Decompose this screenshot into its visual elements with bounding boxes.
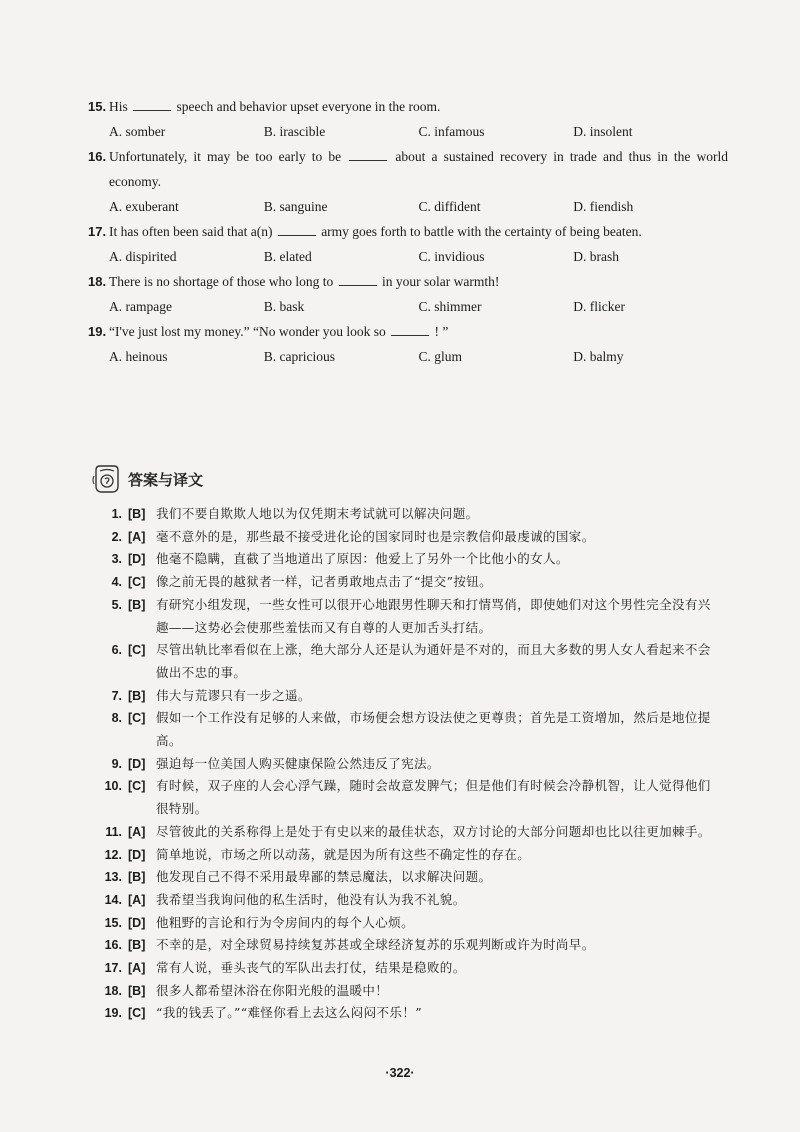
answer-key: [C]	[128, 779, 146, 794]
question-list	[88, 94, 728, 369]
answer-item	[100, 548, 720, 571]
question-item	[88, 319, 728, 369]
stem-text-after: in your solar warmth!	[381, 274, 500, 289]
answer-number: 5.	[111, 597, 122, 612]
answer-translation: 常有人说，垂头丧气的军队出去打仗，结果是稳败的。	[156, 960, 466, 976]
option: C. glum	[418, 349, 463, 364]
answer-key: [B]	[128, 870, 146, 885]
option-row	[88, 244, 728, 269]
option: C. shimmer	[418, 299, 482, 314]
option: B. elated	[263, 249, 312, 264]
answer-key: [B]	[128, 597, 146, 612]
answer-key: [B]	[128, 983, 146, 998]
option-row	[88, 119, 728, 144]
answer-translation: 尽管出轨比率看似在上涨，绝大部分人还是认为通奸是不对的，而且大多数的男人女人看起来不会做出不忠的事。	[156, 642, 711, 680]
stem-text-after: ! ”	[434, 324, 449, 339]
option: B. irascible	[263, 124, 326, 139]
answer-blank	[391, 323, 429, 336]
option: A. heinous	[109, 349, 168, 364]
answer-item	[100, 594, 720, 639]
answer-number: 15.	[104, 915, 122, 930]
option-row	[88, 194, 728, 219]
question-item	[88, 94, 728, 144]
answer-item	[100, 503, 720, 526]
answer-item	[100, 934, 720, 957]
answer-item	[100, 1002, 720, 1025]
question-item	[88, 269, 728, 319]
answer-number: 18.	[104, 983, 122, 998]
answer-number: 1.	[111, 507, 122, 521]
answer-key: [A]	[128, 824, 146, 839]
page-number: ·322·	[385, 1066, 415, 1080]
option: B. sanguine	[263, 199, 328, 214]
option: A. somber	[109, 124, 166, 139]
answer-key: [D]	[128, 915, 146, 930]
answer-item	[100, 775, 720, 820]
question-number: 16.	[88, 149, 107, 164]
option: C. diffident	[418, 199, 481, 214]
answer-number: 10.	[104, 779, 122, 794]
answer-number: 2.	[111, 529, 122, 544]
answer-key: [D]	[128, 847, 146, 862]
answer-item	[100, 707, 720, 752]
option: C. invidious	[418, 249, 485, 264]
answer-translation: 他毫不隐瞒，直截了当地道出了原因：他爱上了另外一个比他小的女人。	[156, 551, 569, 567]
answer-translation: 假如一个工作没有足够的人来做，市场便会想方设法使之更尊贵；首先是工资增加，然后是地位提高。	[156, 710, 711, 749]
answer-item	[100, 889, 720, 912]
option: C. infamous	[418, 124, 485, 139]
question-stem	[88, 94, 728, 119]
option: B. capricious	[263, 349, 335, 364]
stem-text-after: speech and behavior upset everyone in the room.	[176, 99, 441, 114]
answer-key: [C]	[128, 1006, 146, 1021]
answer-key: [A]	[128, 529, 146, 544]
answer-number: 16.	[104, 938, 122, 953]
stem-text-before: Unfortunately, it may be too early to be	[109, 149, 342, 164]
answer-translation: 我希望当我询问他的私生活时，他没有认为我不礼貌。	[156, 891, 466, 907]
answer-translation: 像之前无畏的越狱者一样，记者勇敢地点击了“提交”按钮。	[156, 574, 493, 590]
answer-blank	[278, 223, 316, 236]
answer-item	[100, 526, 720, 549]
answer-item	[100, 639, 720, 684]
answer-item	[100, 957, 720, 980]
stem-text-before: His	[109, 99, 128, 114]
answer-blank	[339, 273, 377, 286]
answer-item	[100, 866, 720, 889]
answer-translation: 简单地说，市场之所以动荡，就是因为所有这些不确定性的存在。	[156, 846, 531, 862]
answer-list	[100, 503, 720, 1025]
option: D. brash	[573, 249, 619, 264]
answer-key: [C]	[128, 643, 146, 658]
question-number: 18.	[88, 274, 107, 289]
answer-key: [A]	[128, 961, 146, 976]
answer-translation: 毫不意外的是，那些最不接受进化论的国家同时也是宗教信仰最虔诚的国家。	[156, 528, 595, 544]
answer-number: 12.	[104, 847, 122, 862]
answer-number: 17.	[104, 961, 122, 976]
answer-number: 3.	[111, 552, 122, 567]
answer-translation: 我们不要自欺欺人地以为仅凭期末考试就可以解决问题。	[156, 506, 479, 521]
option: D. fiendish	[573, 199, 634, 214]
question-stem	[88, 219, 728, 244]
answer-number: 11.	[105, 824, 122, 839]
answer-key: [D]	[128, 756, 146, 771]
option: A. rampage	[109, 299, 172, 314]
answer-item	[100, 912, 720, 935]
answer-translation: 他粗野的言论和行为令房间内的每个人心烦。	[156, 914, 415, 930]
answer-item	[100, 821, 720, 844]
question-number: 17.	[88, 224, 107, 239]
answer-translation: 很多人都希望沐浴在你阳光般的温暖中！	[156, 982, 389, 998]
answer-number: 4.	[111, 575, 122, 590]
answer-number: 14.	[104, 892, 122, 907]
answer-item	[100, 571, 720, 594]
answer-translation: 强迫每一位美国人购买健康保险公然违反了宪法。	[156, 755, 440, 771]
answer-translation: 有时候，双子座的人会心浮气躁，随时会故意发脾气；但是他们有时候会冷静机智，让人觉得他们很特别。	[156, 778, 711, 817]
answer-item	[100, 685, 720, 708]
answer-key: [D]	[128, 552, 146, 567]
question-number: 15.	[88, 99, 107, 114]
option: B. bask	[263, 299, 305, 314]
option-row	[88, 344, 728, 369]
answer-translation: “我的钱丢了。”“难怪你看上去这么闷闷不乐！”	[156, 1005, 423, 1021]
answer-key: [B]	[128, 507, 146, 521]
answer-key: [C]	[128, 711, 146, 726]
question-item	[88, 219, 728, 269]
answer-translation: 尽管彼此的关系称得上是处于有史以来的最佳状态，双方讨论的大部分问题却也比以往更加棘手。	[156, 823, 711, 839]
answers-heading	[90, 462, 203, 496]
answer-translation: 伟大与荒谬只有一步之遥。	[156, 687, 311, 703]
answer-key: [B]	[128, 938, 146, 953]
option: D. balmy	[573, 349, 624, 364]
option-row	[88, 294, 728, 319]
answer-number: 19.	[104, 1006, 122, 1021]
answer-number: 8.	[111, 711, 122, 726]
answer-badge-icon	[90, 462, 124, 496]
answer-number: 7.	[111, 688, 122, 703]
answer-item	[100, 844, 720, 867]
stem-text-after: about a sustained recovery in trade and thus in the world economy.	[109, 149, 729, 189]
answer-blank	[133, 98, 171, 111]
answer-key: [B]	[128, 688, 146, 703]
answer-number: 9.	[111, 756, 122, 771]
answer-blank	[349, 148, 387, 161]
question-number: 19.	[88, 324, 107, 339]
stem-text-before: It has often been said that a(n)	[109, 224, 273, 239]
answer-number: 6.	[111, 643, 122, 658]
option: A. dispirited	[109, 249, 177, 264]
answer-item	[100, 753, 720, 776]
question-stem	[88, 144, 728, 194]
question-stem	[88, 319, 728, 344]
stem-text-before: “I've just lost my money.” “No wonder you look so	[109, 324, 386, 339]
stem-text-after: army goes forth to battle with the certainty of being beaten.	[321, 224, 642, 239]
answer-item	[100, 980, 720, 1003]
option: A. exuberant	[109, 199, 179, 214]
option: D. flicker	[573, 299, 625, 314]
answer-translation: 有研究小组发现，一些女性可以很开心地跟男性聊天和打情骂俏，即使她们对这个男性完全没有兴趣——这势必会使那些羞怯而又有自尊的人更加舌头打结。	[156, 596, 711, 635]
question-stem	[88, 269, 728, 294]
stem-text-before: There is no shortage of those who long to	[109, 274, 334, 289]
answer-key: [C]	[128, 575, 146, 590]
answer-key: [A]	[128, 892, 146, 907]
option: D. insolent	[573, 124, 633, 139]
answer-number: 13.	[104, 870, 122, 885]
answers-heading-text: 答案与译文	[128, 470, 204, 489]
question-item	[88, 144, 728, 219]
answer-translation: 他发现自己不得不采用最卑鄙的禁忌魔法，以求解决问题。	[156, 869, 492, 885]
answer-translation: 不幸的是，对全球贸易持续复苏甚或全球经济复苏的乐观判断或许为时尚早。	[156, 937, 595, 953]
